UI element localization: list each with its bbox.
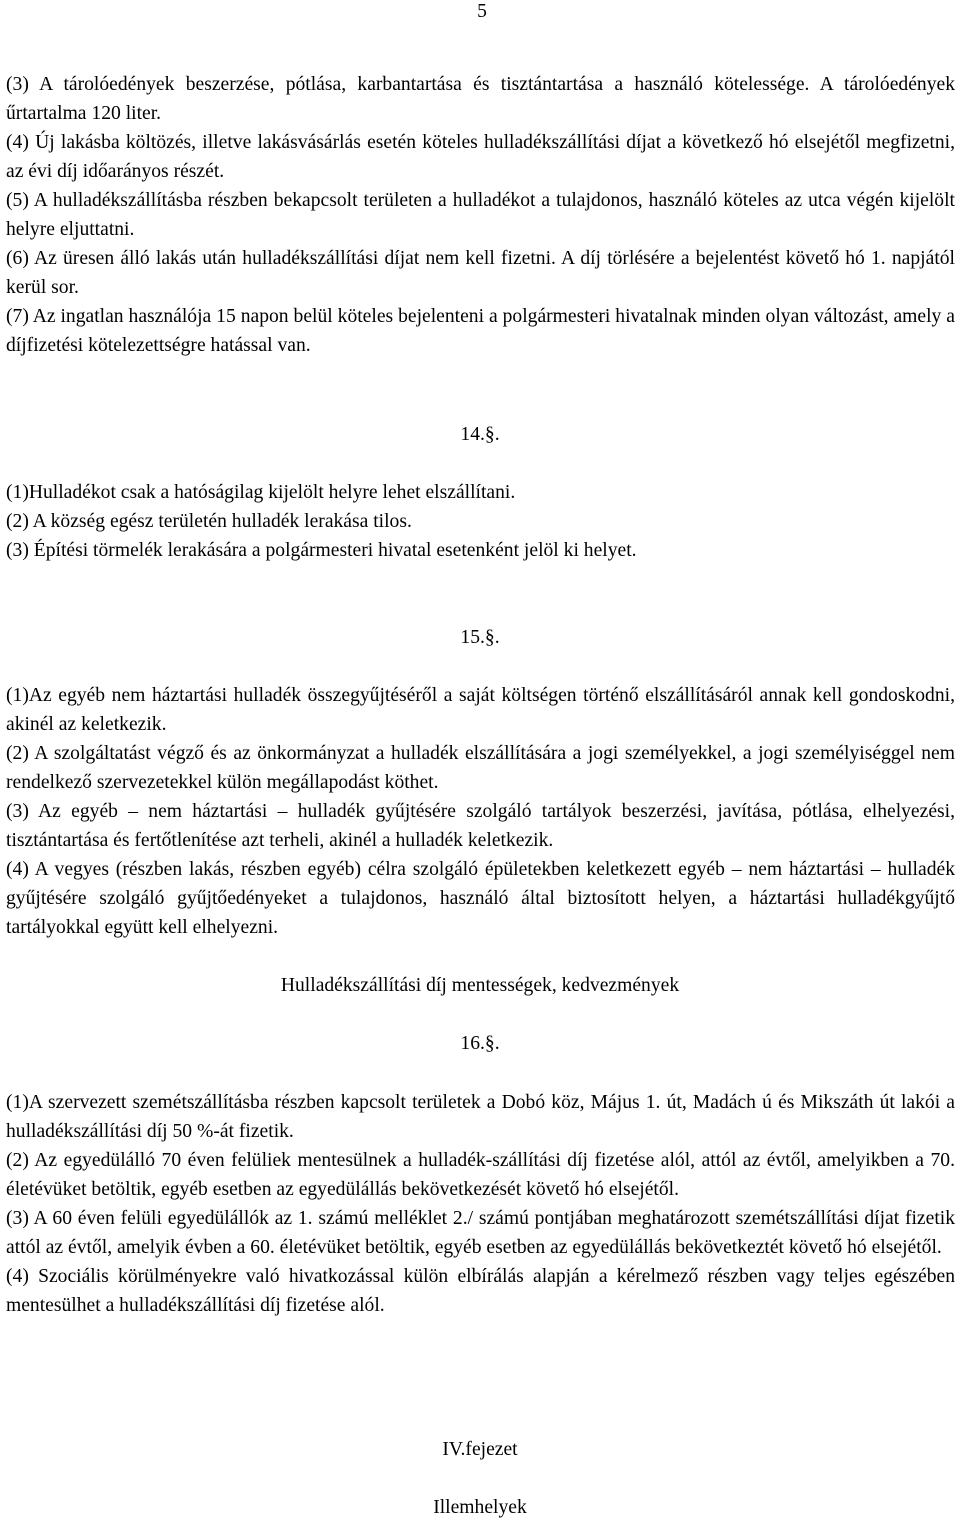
- page-number: 5: [477, 1, 487, 22]
- section-13-continuation: [6, 70, 955, 360]
- section-15-paragraph-1: (1)Az egyéb nem háztartási hulladék összegyűjtéséről a saját költségen történő elszállításáról annak kell gondoskodni, akinél az keletkezik.: [6, 685, 955, 735]
- paragraph-7: (7) Az ingatlan használója 15 napon belül köteles bejelenteni a polgármesteri hivatalnak minden olyan változást, amely a díjfizetési kötelezettségre hatással van.: [6, 306, 955, 356]
- section-14-body: [6, 478, 955, 565]
- section-14-paragraph-3: (3) Építési törmelék lerakására a polgármesteri hivatal esetenként jelöl ki helyet.: [6, 540, 637, 561]
- section-15-paragraph-2: (2) A szolgáltatást végző és az önkormányzat a hulladék elszállítására a jogi személyekkel, a jogi személyiséggel nem rendelkező szervezetekkel külön megállapodást köthet.: [6, 743, 955, 793]
- section-14-paragraph-1: (1)Hulladékot csak a hatóságilag kijelölt helyre lehet elszállítani.: [6, 482, 516, 503]
- chapter-number: IV.fejezet: [442, 1439, 518, 1460]
- section-15-paragraph-3: (3) Az egyéb – nem háztartási – hulladék gyűjtésére szolgáló tartályok beszerzési, javítása, pótlása, elhelyezési, tisztántartása és fertőtlenítése azt terheli, akinél a hulladék keletkezik.: [6, 801, 955, 851]
- paragraph-6: (6) Az üresen álló lakás után hulladékszállítási díjat nem kell fizetni. A díj törlésére a bejelentést követő hó 1. napjától kerül sor.: [6, 248, 955, 298]
- exemptions-subtitle: Hulladékszállítási díj mentességek, kedvezmények: [280, 975, 680, 996]
- paragraph-5: (5) A hulladékszállításba részben bekapcsolt területen a hulladékot a tulajdonos, használó köteles az utca végén kijelölt helyre eljuttatni.: [6, 190, 955, 240]
- paragraph-4: (4) Új lakásba költözés, illetve lakásvásárlás esetén köteles hulladékszállítási díjat a következő hó elsejétől megfizetni, az évi díj időarányos részét.: [6, 132, 955, 182]
- section-15-paragraph-4: (4) A vegyes (részben lakás, részben egyéb) célra szolgáló épületekben keletkezett egyéb – nem háztartási – hulladék gyűjtésére szolgáló gyűjtőedényeket a tulajdonos, használó által biztosított helyen, a háztartási hulladékgyűjtő tartályokkal együtt kell elhelyezni.: [6, 859, 955, 938]
- section-14-paragraph-2: (2) A község egész területén hulladék lerakása tilos.: [6, 511, 412, 532]
- section-15-heading: 15.§.: [460, 627, 500, 648]
- section-15-body: [6, 681, 955, 942]
- paragraph-3: (3) A tárolóedények beszerzése, pótlása, karbantartása és tisztántartása a használó kötelessége. A tárolóedények űrtartalma 120 liter.: [6, 74, 955, 124]
- section-14-heading: 14.§.: [460, 424, 500, 445]
- section-16-heading: 16.§.: [460, 1033, 500, 1054]
- section-16-paragraph-4: (4) Szociális körülményekre való hivatkozással külön elbírálás alapján a kérelmező részben vagy teljes egészében mentesülhet a hulladékszállítási díj fizetése alól.: [6, 1266, 955, 1316]
- section-16-paragraph-1: (1)A szervezett szemétszállításba részben kapcsolt területek a Dobó köz, Május 1. út, Madách ú és Mikszáth út lakói a hulladékszállítási díj 50 %-át fizetik.: [6, 1092, 955, 1142]
- section-16-body: [6, 1088, 955, 1320]
- chapter-title: Illemhelyek: [433, 1497, 527, 1518]
- section-16-paragraph-2: (2) Az egyedülálló 70 éven felüliek mentesülnek a hulladék-szállítási díj fizetése alól, attól az évtől, amelyikben a 70. életévüket betöltik, egyéb esetben az egyedülállás bekövetkezését követő hó elsejétől.: [6, 1150, 955, 1200]
- section-16-paragraph-3: (3) A 60 éven felüli egyedülállók az 1. számú melléklet 2./ számú pontjában meghatározott szemétszállítási díjat fizetik attól az évtől, amelyik évben a 60. életévüket betöltik, egyéb esetben az egyedülállás bekövetkeztét követő hó elsejétől.: [6, 1208, 955, 1258]
